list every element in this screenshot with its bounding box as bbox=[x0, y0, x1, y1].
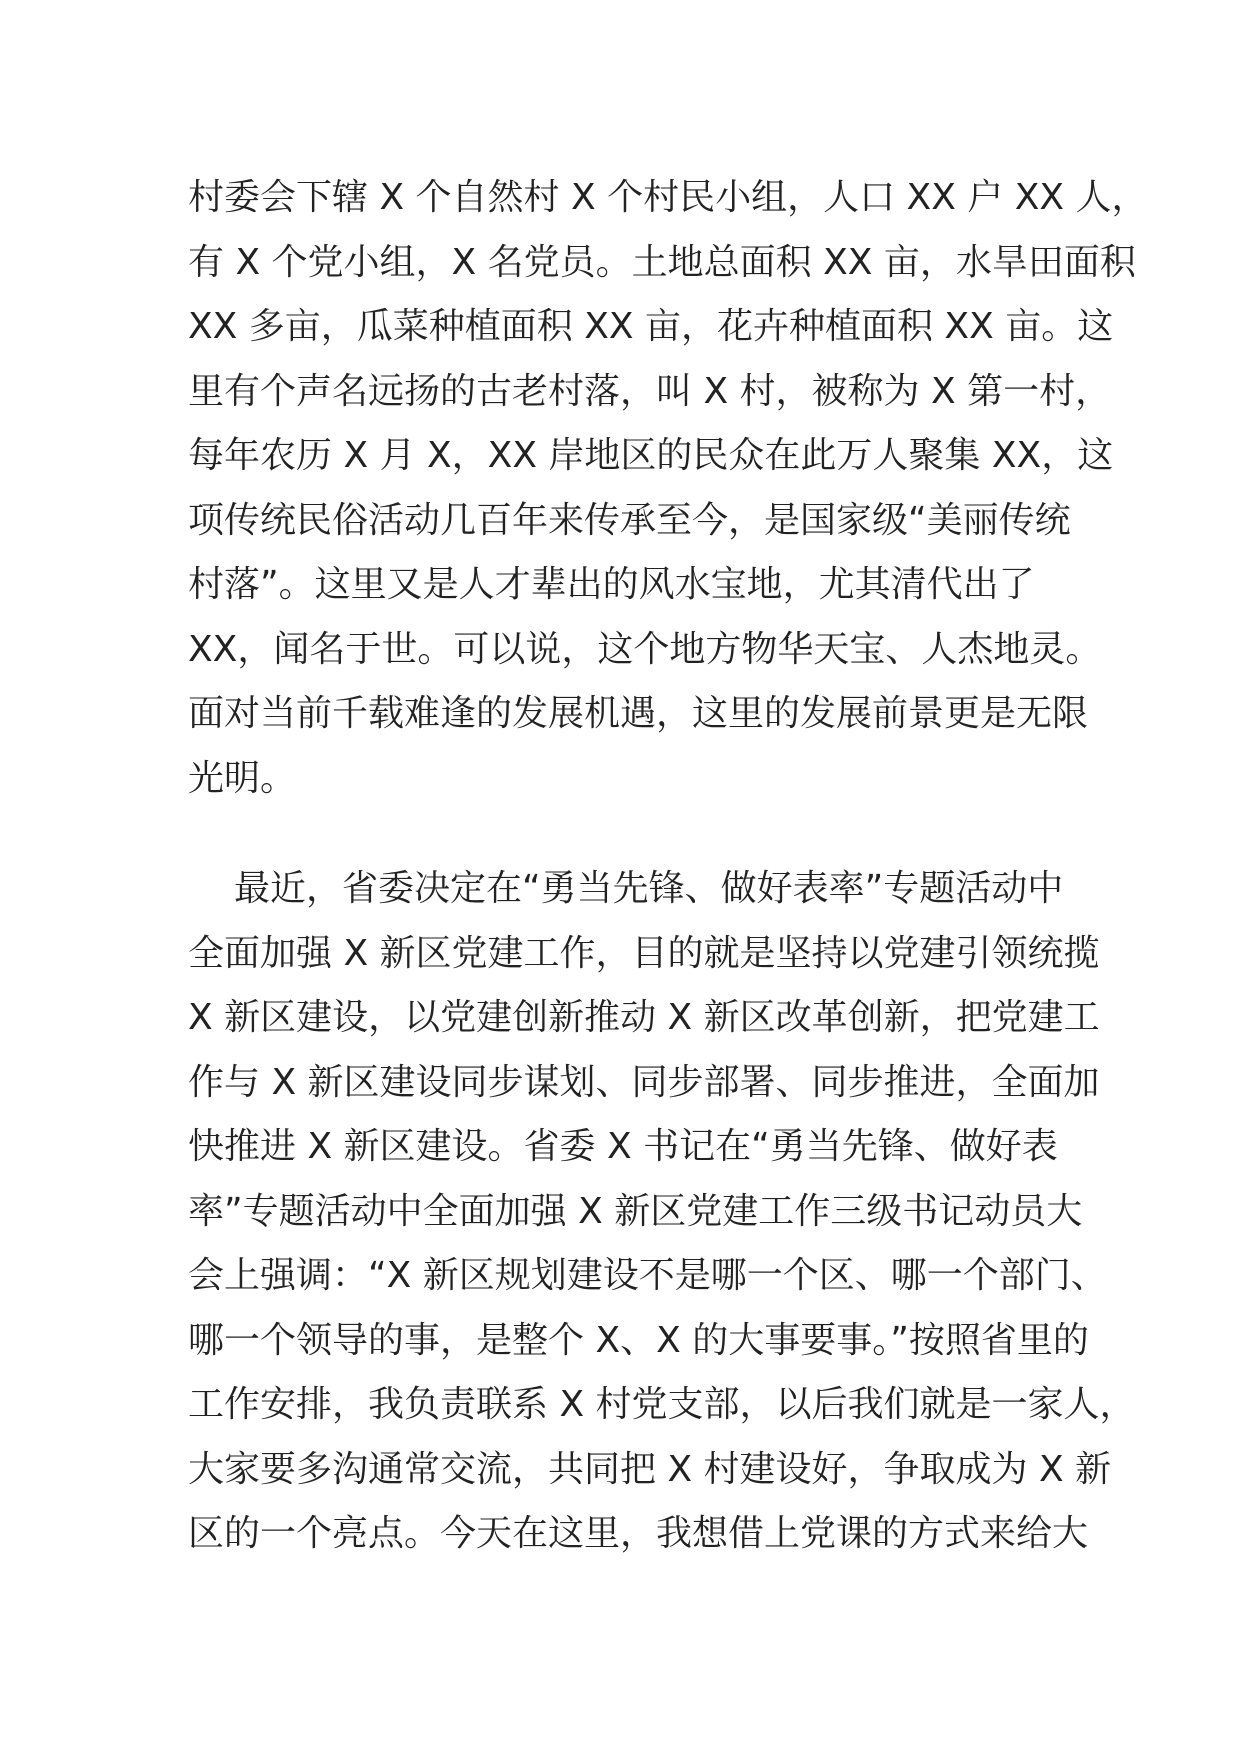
text-line: X 新区建设，以党建创新推动 X 新区改革创新，把党建工 bbox=[188, 997, 1100, 1038]
text-line: 工作安排，我负责联系 X 村党支部，以后我们就是一家人， bbox=[188, 1384, 1136, 1425]
paragraph-spacer bbox=[188, 811, 1068, 857]
text-line: 率”专题活动中全面加强 X 新区党建工作三级书记动员大 bbox=[188, 1190, 1083, 1232]
text-line: 哪一个领导的事，是整个 X、X 的大事要事。”按照省里的 bbox=[188, 1319, 1089, 1361]
text-line: 大家要多沟通常交流，共同把 X 村建设好，争取成为 X 新 bbox=[188, 1448, 1112, 1490]
text-line: 最近，省委决定在“勇当先锋、做好表率”专题活动中 bbox=[234, 868, 1064, 909]
text-line: XX 多亩，瓜菜种植面积 XX 亩，花卉种植面积 XX 亩。这 bbox=[188, 306, 1114, 347]
text-line: 有 X 个党小组，X 名党员。土地总面积 XX 亩，水旱田面积 bbox=[188, 241, 1136, 283]
text-line: 面对当前千载难逢的发展机遇，这里的发展前景更是无限 bbox=[188, 693, 1089, 734]
text-line: 村落”。这里又是人才辈出的风水宝地，尤其清代出了 bbox=[188, 564, 1035, 605]
paragraph-party-building bbox=[188, 857, 1136, 1567]
text-line: 每年农历 X 月 X，XX 岸地区的民众在此万人聚集 XX，这 bbox=[188, 435, 1114, 476]
text-line: 项传统民俗活动几百年来传承至今，是国家级“美丽传统 bbox=[188, 499, 1071, 541]
text-line: 光明。 bbox=[188, 757, 297, 799]
text-line: 里有个声名远扬的古老村落，叫 X 村，被称为 X 第一村， bbox=[188, 370, 1112, 412]
text-line: XX，闻名于世。可以说，这个地方物华天宝、人杰地灵。 bbox=[188, 628, 1102, 670]
text-line: 会上强调：“X 新区规划建设不是哪一个区、哪一个部门、 bbox=[188, 1255, 1107, 1296]
paragraph-village-intro bbox=[188, 166, 1148, 811]
text-line: 区的一个亮点。今天在这里，我想借上党课的方式来给大 bbox=[188, 1513, 1089, 1554]
text-line: 全面加强 X 新区党建工作，目的就是坚持以党建引领统揽 bbox=[188, 932, 1100, 974]
text-line: 快推进 X 新区建设。省委 X 书记在“勇当先锋、做好表 bbox=[188, 1126, 1058, 1167]
document-page bbox=[188, 166, 1148, 1567]
text-line: 作与 X 新区建设同步谋划、同步部署、同步推进，全面加 bbox=[188, 1061, 1100, 1103]
text-line: 村委会下辖 X 个自然村 X 个村民小组，人口 XX 户 XX 人， bbox=[188, 177, 1148, 218]
